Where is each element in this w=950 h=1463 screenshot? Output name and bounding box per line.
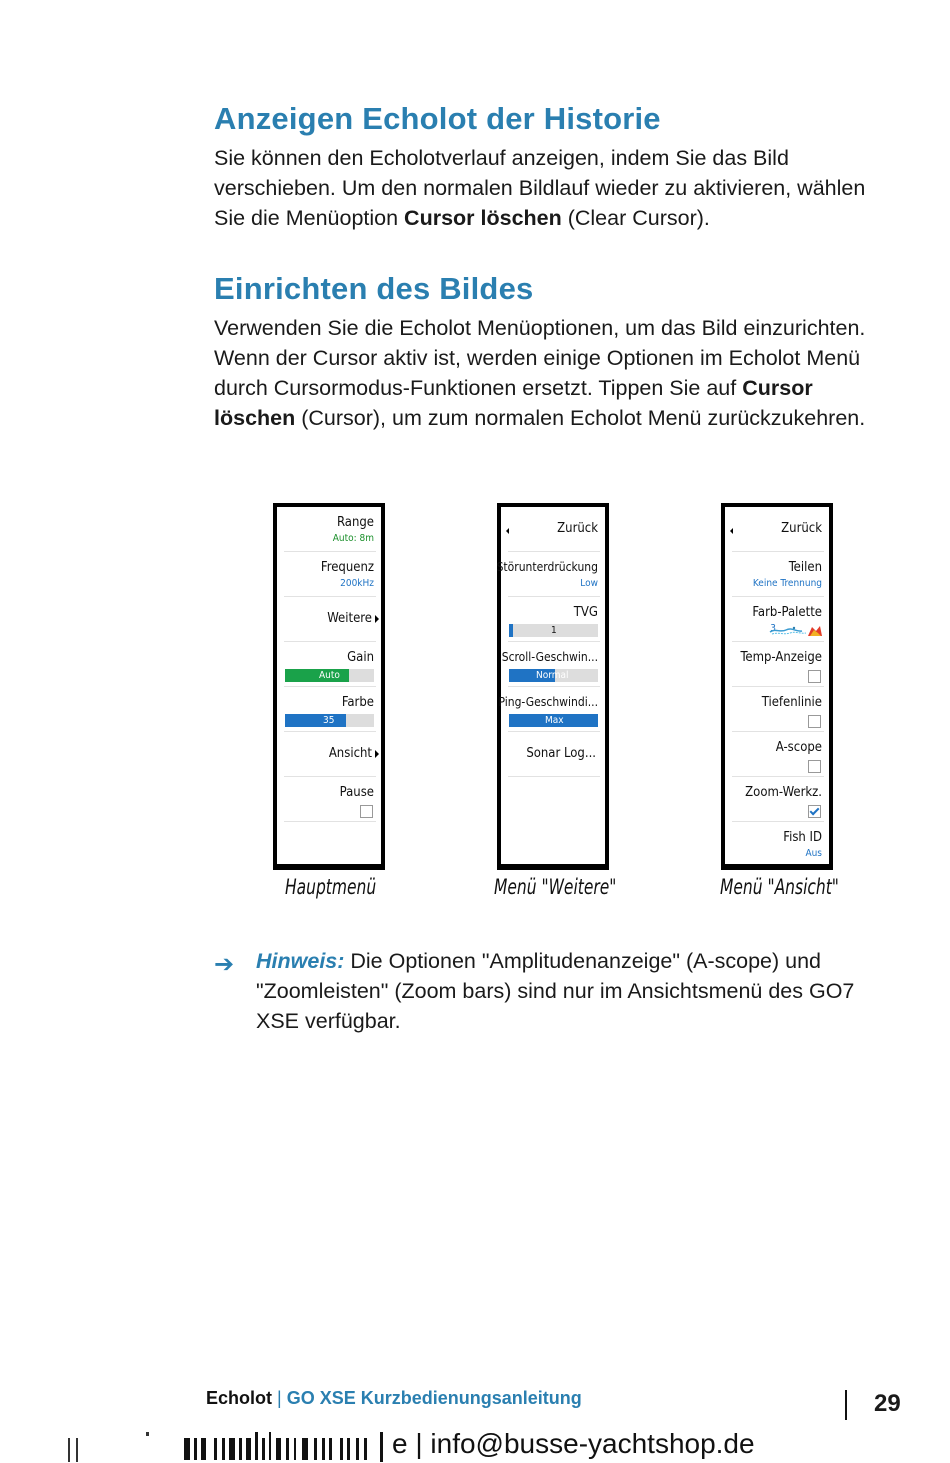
menu-item-tvg[interactable]: TVG 1 bbox=[508, 597, 600, 642]
chevron-left-icon bbox=[506, 528, 509, 534]
section-text-history: Sie können den Echolotverlauf anzeigen, indem Sie das Bild verschieben. Um den normalen Bildlauf wieder zu aktivieren, wählen Sie die Menüoption Cursor löschen (Clear Cursor). bbox=[214, 146, 866, 230]
footer-email: e | info@busse-yachtshop.de bbox=[392, 1428, 755, 1459]
menu-item-pause[interactable]: Pause bbox=[284, 777, 376, 822]
menu-item-temp[interactable]: Temp-Anzeige bbox=[732, 642, 824, 687]
menu-item-scroll-speed[interactable]: Scroll-Geschwin... Normal bbox=[508, 642, 600, 687]
menu-item-gain[interactable]: Gain Auto bbox=[284, 642, 376, 687]
palette-preview-icon bbox=[768, 623, 822, 637]
menu-item-sonar-log[interactable]: Sonar Log... bbox=[508, 732, 600, 777]
menu-item-zoom[interactable]: Zoom-Werkz. bbox=[732, 777, 824, 822]
menu-item-palette[interactable]: Farb-Palette 3 bbox=[732, 597, 824, 642]
color-slider[interactable]: 35 bbox=[285, 714, 374, 727]
footer: Echolot | GO XSE Kurzbedienungsanleitung bbox=[206, 1388, 582, 1408]
arrow-right-icon: ➔ bbox=[214, 950, 235, 978]
note-box bbox=[214, 946, 894, 1036]
menu-item-ping-speed[interactable]: Ping-Geschwindi... Max bbox=[508, 687, 600, 732]
ascope-checkbox[interactable] bbox=[808, 760, 821, 773]
caption-view-menu: Menü "Ansicht" bbox=[720, 875, 839, 899]
section-title-setup: Einrichten des Bildes bbox=[214, 271, 534, 306]
menu-item-ascope[interactable]: A-scope bbox=[732, 732, 824, 777]
main-menu-panel bbox=[273, 503, 385, 870]
chevron-right-icon bbox=[375, 615, 379, 623]
menu-item-color[interactable]: Farbe 35 bbox=[284, 687, 376, 732]
chevron-right-icon bbox=[375, 750, 379, 758]
depth-line-checkbox[interactable] bbox=[808, 715, 821, 728]
caption-main-menu: Hauptmenü bbox=[285, 875, 377, 899]
menu-item-split[interactable]: Teilen Keine Trennung bbox=[732, 552, 824, 597]
chevron-left-icon bbox=[730, 528, 733, 534]
caption-more-menu: Menü "Weitere" bbox=[494, 875, 617, 899]
section-setup bbox=[214, 271, 894, 433]
page-number: 29 bbox=[874, 1390, 901, 1417]
more-menu-panel bbox=[497, 503, 609, 870]
section-text-setup: Verwenden Sie die Echolot Menüoptionen, um das Bild einzurichten. Wenn der Cursor aktiv ist, werden einige Optionen im Echolot Menü durch Cursormodus-Funktionen ersetzt. Tippen Sie auf Cursor löschen (Cursor), um zum normalen Echolot Menü zurückzukehren. bbox=[214, 316, 866, 430]
note-text: Hinweis: Die Optionen "Amplitudenanzeige" (A-scope) und "Zoomleisten" (Zoom bars) sind nur im Ansichtsmenü des GO7 XSE verfügbar. bbox=[256, 949, 855, 1033]
scroll-speed-slider[interactable]: Normal bbox=[509, 669, 598, 682]
tvg-slider[interactable]: 1 bbox=[509, 624, 598, 637]
footer-divider bbox=[845, 1390, 847, 1420]
section-title-history: Anzeigen Echolot der Historie bbox=[214, 101, 661, 136]
menu-item-depth-line[interactable]: Tiefenlinie bbox=[732, 687, 824, 732]
view-menu-panel bbox=[721, 503, 833, 870]
temp-checkbox[interactable] bbox=[808, 670, 821, 683]
menu-item-noise-rejection[interactable]: Störunterdrückung Low bbox=[508, 552, 600, 597]
menu-item-fish-id[interactable]: Fish ID Aus bbox=[783, 830, 822, 859]
menu-item-back[interactable]: Zurück bbox=[508, 507, 600, 552]
menu-item-more[interactable]: Weitere bbox=[284, 597, 376, 642]
section-history bbox=[214, 101, 894, 233]
menu-item-back[interactable]: Zurück bbox=[732, 507, 824, 552]
pause-checkbox[interactable] bbox=[360, 805, 373, 818]
zoom-checkbox[interactable] bbox=[808, 805, 821, 818]
ping-speed-slider[interactable]: Max bbox=[509, 714, 598, 727]
menu-item-range[interactable]: Range Auto: 8m bbox=[284, 507, 376, 552]
menu-item-frequency[interactable]: Frequenz 200kHz bbox=[284, 552, 376, 597]
gain-slider[interactable]: Auto bbox=[285, 669, 374, 682]
menu-item-view[interactable]: Ansicht bbox=[284, 732, 376, 777]
